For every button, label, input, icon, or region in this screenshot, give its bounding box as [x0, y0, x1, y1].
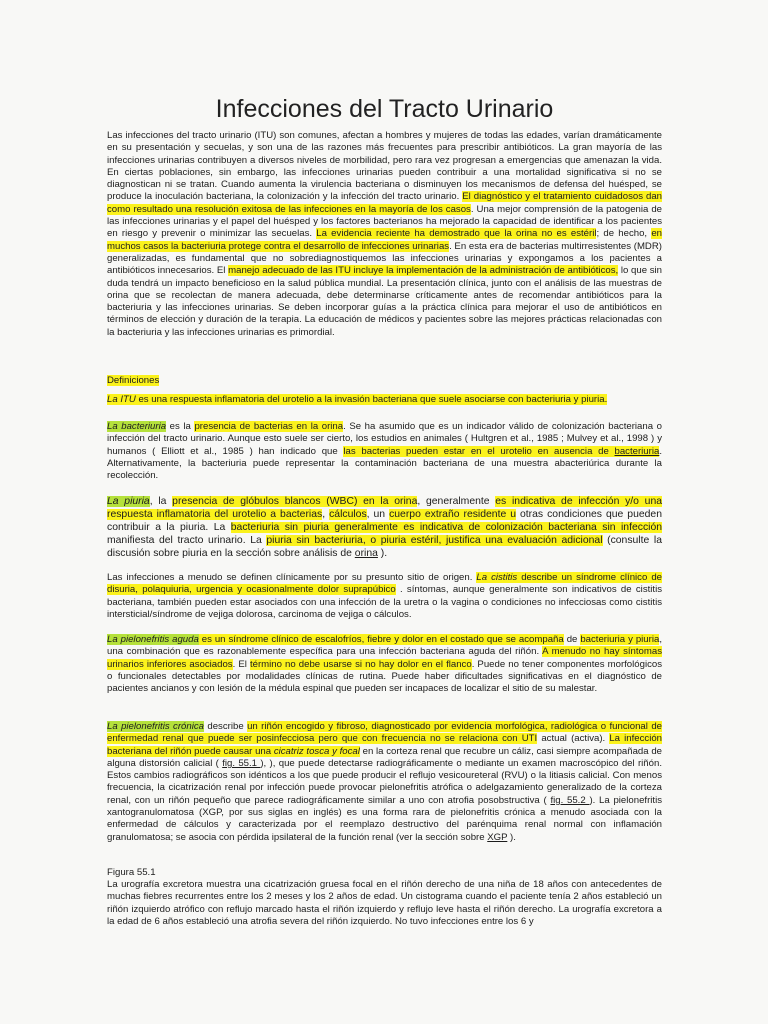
highlight: La evidencia reciente ha demostrado que la orina no es estéril — [316, 228, 597, 240]
term: La ITU — [107, 394, 136, 405]
term-highlight: La bacteriuria — [107, 421, 167, 432]
body-text: . síntomas, aunque generalmente son indicativos de cistitis bacteriana, también pueden estar asociados con una infección de la uretra o la vagina o condiciones no infecciosas como cistitis intersticial/síndrome de vejiga dolorosa, carcinoma de vejiga o cálculos. — [107, 584, 663, 620]
page-title: Infecciones del Tracto Urinario — [215, 95, 554, 123]
body-text: , un — [366, 509, 390, 520]
term-highlight: La piuria — [107, 496, 150, 507]
xgp-link[interactable]: XGP — [487, 831, 508, 843]
section-heading — [107, 375, 662, 387]
highlight: piuria sin bacteriuria, o piuria estéril, justifica una evaluación adicional — [266, 535, 603, 546]
intro-text: . Una mejor comprensión de la patogenia de las infecciones urinarias y el papel del huésped y los factores bacterianos ha mejorado la capacidad de identificar a los pacientes en riesgo y prevenir o minimizar las secuelas. — [107, 203, 663, 240]
highlight: presencia de glóbulos blancos (WBC) en la orina — [172, 496, 418, 507]
body-text: manifiesta del tracto urinario. La — [107, 535, 267, 546]
intro-text: Las infecciones del tracto urinario (ITU) son comunes, afectan a hombres y mujeres de todas las edades, varían dramáticamente en su presentación y secuelas, y son una de las razones más frecuentes para prescribir antibióticos. La gran mayoría de las infecciones urinarias contribuyen a diversos niveles de morbilidad, pero rara vez progresan a emergencias que amenazan la vida. En ciertas poblaciones, sin embargo, las infecciones urinarias pueden contribuir a una mortalidad significativa si no se diagnostican ni se tratan. Cuando aumenta la virulencia bacteriana o disminuyen los mecanismos de defensa del huésped, se produce la inoculación bacteriana, la colonización y la infección del tracto urinario. — [107, 130, 662, 203]
body-text: es la — [166, 421, 195, 432]
intro-text: ; de hecho, — [596, 228, 652, 240]
highlight: bacteriuria sin piuria generalmente es indicativa de colonización bacteriana sin infección — [230, 522, 662, 533]
intro-text: . En esta era de bacterias multirresistentes (MDR) generalizadas, es fundamental que no sobrediagnostiquemos las infecciones urinarias y expongamos a los pacientes a antibióticos innecesarios. El — [107, 240, 662, 277]
figure-label: Figura 55.1 — [107, 867, 156, 878]
pielonefritis-cronica-paragraph — [107, 721, 662, 844]
pielonefritis-aguda-paragraph — [107, 634, 662, 695]
highlight — [107, 394, 607, 405]
highlight: presencia de bacterias en la orina — [194, 421, 344, 432]
highlight: El diagnóstico y el tratamiento cuidadosos dan como resultado una resolución exitosa de las infecciones en la mayoría de los casos — [107, 191, 662, 215]
body-text: otras condiciones que pueden contribuir a la piuria. La — [107, 509, 662, 533]
term-highlight: La cistitis — [476, 572, 518, 583]
definition-text: es una respuesta inflamatoria del urotelio a la invasión bacteriana que suele asociarse con bacteriuria y piuria. — [135, 394, 608, 405]
highlight: en muchos casos la bacteriuria protege contra el desarrollo de infecciones urinarias — [107, 228, 662, 252]
body-text: (consulte la discusión sobre piuria en la sección sobre análisis de — [107, 535, 662, 559]
highlight: manejo adecuado de las ITU incluye la implementación de la administración de antibióticos, — [228, 265, 619, 277]
body-text: de — [563, 634, 581, 645]
body-text: . Puede no tener componentes morfológicos o funcionales detectables por modalidades clínicas de rutina. Puede haber dificultades significativas en el diagnóstico de pacientes ancianos y con lesión de la médula espinal que pueden ser incapaces de localizar el sitio de su malestar. — [107, 658, 663, 695]
body-text: ), ), que puede detectarse radiográficamente o mediante un examen macroscópico del riñón. Estos cambios radiográficos son idénticos a los que puede producir el reflujo vesicoureteral (RVU) o la litiasis calicial. Con menos frecuencia, la cicatrización renal por infección puede provocar pielonefritis atrófica o adelgazamiento generalizado de la corteza renal, con un riñón pequeño que parece radiográficamente similar a uno con atrofia posobstructiva ( — [107, 757, 662, 806]
body-text: . El — [232, 658, 250, 670]
highlight: describe un síndrome clínico de disuria, polaquiuria, urgencia y ocasionalmente dolor suprapúbico — [107, 572, 662, 596]
figure-caption: La urografía excretora muestra una cicatrización gruesa focal en el riñón derecho de una niña de 18 años con antecedentes de muchas fiebres recurrentes entre los 2 meses y los 2 años de edad. Un cistograma cuando el paciente tenía 2 años estableció un riñón izquierdo atrófico con reflujo marcado hasta el riñón izquierdo y reflujo leve hasta el riñón derecho. La urografía excretora a la edad de 6 años estableció una atrofia severa del riñón izquierdo. No tuvo infecciones entre los 6 y — [107, 879, 662, 927]
itu-definition — [107, 394, 662, 406]
body-text: ). La pielonefritis xantogranulomatosa (XGP, por sus siglas en inglés) es una forma rara de pielonefritis crónica a menudo asociada con la enfermedad de cálculos y caracterizada por el reemplazo destructivo del parénquima renal normal con inflamación granulomatosa; se asocia con pérdida ipsilateral de la función renal (ver la sección sobre — [107, 794, 662, 843]
intro-text: lo que sin duda tendrá un impacto beneficioso en la salud pública mundial. La presentación clínica, junto con el análisis de las muestras de orina que se recolectan de manera adecuada, debe determinarse críticamente antes de recomendar antibióticos para la bacteriuria y las infecciones urinarias. Se deben incorporar guías a la práctica clínica para mejorar el uso de antibióticos en términos de elección y duración de la terapia. La educación de médicos y pacientes sobre las mejores prácticas relacionadas con la bacteriuria y las infecciones urinarias es primordial. — [107, 265, 662, 338]
term-highlight: La pielonefritis crónica — [107, 721, 204, 732]
highlight: las bacterias pueden estar en el urotelio en ausencia de — [343, 445, 615, 457]
cistitis-paragraph — [107, 572, 662, 621]
orina-link[interactable]: orina — [354, 548, 378, 559]
body-text: , — [322, 509, 330, 520]
body-text: actual (activa). — [537, 733, 610, 745]
highlight: término no debe usarse si no hay dolor en el flanco — [249, 658, 472, 670]
body-text: describe — [203, 721, 248, 732]
body-text: , una combinación que es razonablemente específica para una infección bacteriana aguda del riñón. — [107, 634, 662, 658]
highlight: A menudo no hay síntomas urinarios inferiores asociados — [107, 646, 662, 670]
highlight: un riñón encogido y fibroso, diagnosticado por evidencia morfológica, radiológica o funcional de enfermedad renal que puede ser posinfecciosa pero que con frecuencia no se relaciona con UTI — [107, 721, 662, 745]
body-text: . Alternativamente, la bacteriuria puede representar la contaminación bacteriana de una muestra abacteriúrica durante la recolección. — [107, 445, 662, 482]
highlight: es un síndrome clínico de escalofríos, fiebre y dolor en el costado que se acompaña — [198, 634, 564, 645]
highlight: La infección — [609, 733, 663, 745]
body-text: Las infecciones a menudo se definen clínicamente por su presunto sitio de origen. — [107, 572, 477, 583]
fig-55-1-link[interactable]: fig. 55.1 — [222, 757, 261, 769]
definiciones-heading: Definiciones — [107, 375, 160, 386]
term-highlight: La pielonefritis aguda — [107, 634, 199, 645]
piuria-paragraph — [107, 495, 662, 560]
highlight: cuerpo extraño residente u — [389, 509, 517, 520]
highlight: bacteriana del riñón puede causar una — [107, 745, 274, 757]
intro-paragraph — [107, 130, 662, 339]
body-text: , generalmente — [417, 496, 496, 507]
highlight: es indicativa de infección y/o una respuesta inflamatoria del urotelio a bacterias — [107, 496, 663, 520]
highlight: cálculos — [329, 509, 367, 520]
highlight: bacteriuria y piuria — [580, 634, 660, 645]
body-text: en la corteza renal que recubre un cáliz, casi siempre acompañada de alguna distorsión calicial ( — [107, 745, 662, 769]
body-text: . Se ha asumido que es un indicador válido de colonización bacteriana o infección del tracto urinario. Aunque esto suele ser cierto, los estudios en animales ( Hultgren et al., 1985 ; Mulvey et al., 1998 ) y humanos ( Elliott et al., 1985 ) han indicado que — [107, 421, 662, 457]
bacteriuria-paragraph — [107, 421, 662, 482]
highlight-italic: cicatriz tosca y focal — [273, 745, 360, 757]
body-text: ). — [507, 831, 516, 843]
body-text: ). — [377, 548, 388, 559]
highlight-link[interactable]: bacteriuria — [614, 445, 660, 457]
fig-55-2-link[interactable]: fig. 55.2 — [550, 794, 590, 806]
body-text: , la — [149, 496, 173, 507]
